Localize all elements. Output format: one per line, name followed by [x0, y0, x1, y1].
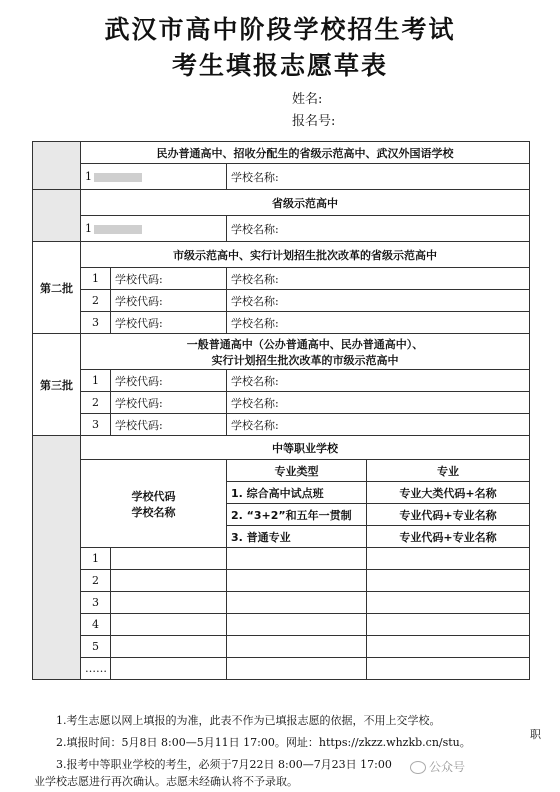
row-number: 2 — [81, 570, 111, 592]
row-number: 3 — [81, 414, 111, 436]
vocational-school-cell[interactable] — [111, 592, 227, 614]
row-number: 1 — [81, 370, 111, 392]
major-cell[interactable] — [367, 636, 530, 658]
note-3: 3.报考中等职业学校的考生，必须于7月22日 8:00—7月23日 17:00 — [56, 758, 392, 771]
vocational-school-cell[interactable] — [111, 548, 227, 570]
school-code-cell[interactable]: 1 — [81, 216, 227, 242]
vocational-school-cell[interactable] — [111, 614, 227, 636]
application-form-table — [32, 141, 530, 680]
major-cell[interactable] — [367, 592, 530, 614]
row-number: 5 — [81, 636, 111, 658]
school-name-cell[interactable]: 学校名称: — [227, 164, 530, 190]
school-name-cell[interactable]: 学校名称: — [227, 392, 530, 414]
school-code-cell[interactable]: 学校代码: — [111, 268, 227, 290]
major-type-3: 3. 普通专业 — [227, 526, 367, 548]
school-name-cell[interactable]: 学校名称: — [227, 312, 530, 334]
batch-third: 第三批 — [33, 334, 81, 436]
redacted-mark — [94, 173, 142, 182]
row-number: 1 — [81, 548, 111, 570]
note-1: 1.考生志愿以网上填报的为准，此表不作为已填报志愿的依据，不用上交学校。 — [56, 714, 441, 727]
batch-cell-vocational — [33, 436, 81, 680]
vocational-school-cell[interactable] — [111, 636, 227, 658]
major-type-cell[interactable] — [227, 614, 367, 636]
school-name-cell[interactable]: 学校名称: — [227, 370, 530, 392]
major-type-cell[interactable] — [227, 570, 367, 592]
major-cell[interactable] — [367, 548, 530, 570]
major-cell[interactable] — [367, 614, 530, 636]
school-name-cell[interactable]: 学校名称: — [227, 216, 530, 242]
school-name-cell[interactable]: 学校名称: — [227, 414, 530, 436]
school-name-cell[interactable]: 学校名称: — [227, 290, 530, 312]
name-label: 姓名: — [292, 92, 323, 107]
redacted-mark — [94, 225, 142, 234]
major-type-1: 1. 综合高中试点班 — [227, 482, 367, 504]
school-code-cell[interactable]: 学校代码: — [111, 392, 227, 414]
vocational-school-cell[interactable] — [111, 570, 227, 592]
major-type-2: 2. “3+2”和五年一贯制 — [227, 504, 367, 526]
major-type-cell[interactable] — [227, 548, 367, 570]
major-cell[interactable] — [367, 658, 530, 680]
section-header-general: 一般普通高中（公办普通高中、民办普通高中）、 实行计划招生批次改革的市级示范高中 — [81, 334, 530, 370]
section-header-vocational: 中等职业学校 — [81, 436, 530, 460]
note-side-text: 职 — [530, 728, 541, 741]
note-2: 2.填报时间：5月8日 8:00—5月11日 17:00。网址：https://zkzz.whzkb.cn/stu。 — [56, 736, 471, 749]
major-type-header: 专业类型 — [227, 460, 367, 482]
watermark: 公众号 — [410, 758, 465, 775]
school-code-cell[interactable]: 学校代码: — [111, 290, 227, 312]
major-type-1-desc: 专业大类代码+名称 — [367, 482, 530, 504]
reg-number-label: 报名号: — [292, 114, 336, 129]
major-type-cell[interactable] — [227, 636, 367, 658]
row-number: 4 — [81, 614, 111, 636]
school-name-cell[interactable]: 学校名称: — [227, 268, 530, 290]
school-code-cell[interactable]: 学校代码: — [111, 312, 227, 334]
section-header-municipal: 市级示范高中、实行计划招生批次改革的省级示范高中 — [81, 242, 530, 268]
major-cell[interactable] — [367, 570, 530, 592]
major-type-cell[interactable] — [227, 658, 367, 680]
wechat-icon — [410, 761, 426, 774]
row-number: 3 — [81, 592, 111, 614]
row-number: 2 — [81, 290, 111, 312]
batch-cell-2 — [33, 190, 81, 242]
row-number: 3 — [81, 312, 111, 334]
section-header-private-high: 民办普通高中、招收分配生的省级示范高中、武汉外国语学校 — [81, 142, 530, 164]
row-number-more: …… — [81, 658, 111, 680]
page-subtitle: 考生填报志愿草表 — [171, 51, 388, 80]
page-title: 武汉市高中阶段学校招生考试 — [104, 15, 456, 44]
note-4: 业学校志愿进行再次确认。志愿未经确认将不予录取。 — [34, 775, 298, 788]
row-number: 1 — [81, 268, 111, 290]
batch-second: 第二批 — [33, 242, 81, 334]
section-header-provincial: 省级示范高中 — [81, 190, 530, 216]
school-code-cell[interactable]: 1 — [81, 164, 227, 190]
school-code-cell[interactable]: 学校代码: — [111, 370, 227, 392]
major-header: 专业 — [367, 460, 530, 482]
batch-cell-1 — [33, 142, 81, 190]
vocational-school-header: 学校代码 学校名称 — [81, 460, 227, 548]
major-type-cell[interactable] — [227, 592, 367, 614]
major-type-3-desc: 专业代码+专业名称 — [367, 526, 530, 548]
school-code-cell[interactable]: 学校代码: — [111, 414, 227, 436]
major-type-2-desc: 专业代码+专业名称 — [367, 504, 530, 526]
vocational-school-cell[interactable] — [111, 658, 227, 680]
row-number: 2 — [81, 392, 111, 414]
